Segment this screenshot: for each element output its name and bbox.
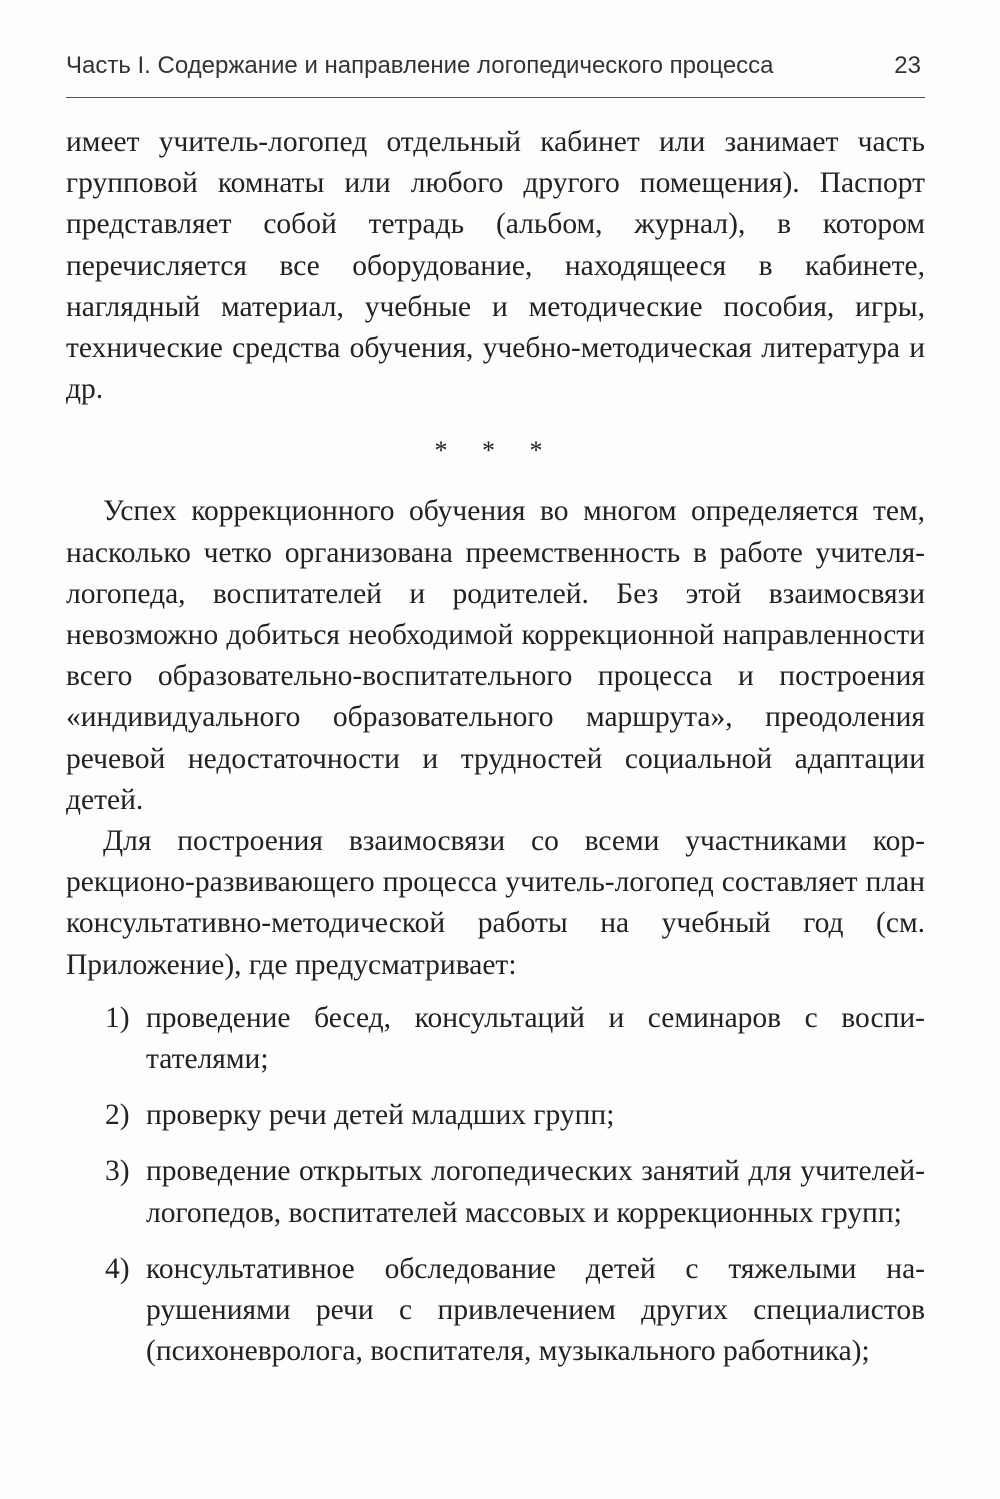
paragraph-intro: имеет учитель-логопед отдельный кабинет или занимает часть групповой комнаты или любого другого помещения). Паспорт представляет собой тетрадь (альбом, журнал), в котором перечисляется все оборудование, находящееся в кабинете, наглядный материал, учебные и методические пособия, игры, технические средства обучения, учебно-методическая литература и др. <box>66 126 925 406</box>
list-item <box>66 998 925 1080</box>
list-item-text: проведение открытых логопедических занятий для учителей-логопедов, воспитателей массовых и коррекционных групп; <box>146 1155 925 1229</box>
list-item-number: 4) <box>105 1252 130 1285</box>
numbered-list <box>66 998 925 1373</box>
list-item-number: 2) <box>105 1099 130 1132</box>
list-item-number: 3) <box>105 1155 130 1188</box>
paragraph-success: Успех коррекционного обучения во многом определяется тем, насколько четко организована преемственность в работе учителя-логопеда, воспитателей и родителей. Без этой взаимосвязи невозможно добиться необходимой коррекционной направленности всего образовательно-воспитательного процесса и построения «индивидуального образовательного маршрута», преодоления речевой недостаточности и трудностей социальной адаптации детей. <box>66 495 925 816</box>
paragraph-plan: Для построения взаимосвязи со всеми участниками коррекционо-развивающего процесса учитель-логопед составляет план консультативно-методической работы на учебный год (см. Приложение), где предусматривает: <box>66 825 925 981</box>
list-item <box>66 1249 925 1373</box>
section-separator: * * * <box>434 436 557 466</box>
list-item <box>66 1151 925 1233</box>
body-text <box>66 122 925 1387</box>
running-title: Часть I. Содержание и направление логопедического процесса <box>66 52 774 79</box>
list-item-text: консультативное обследование детей с тяжелыми нарушениями речи с привлечением других специалистов (психоневролога, воспитателя, музыкального работника); <box>146 1252 925 1368</box>
list-item-text: проведение бесед, консультаций и семинаров с воспитателями; <box>146 1001 925 1076</box>
page-number: 23 <box>894 52 921 79</box>
list-item-text: проверку речи детей младших групп; <box>146 1099 615 1132</box>
list-item <box>66 1095 925 1136</box>
running-head <box>66 52 925 80</box>
header-rule <box>66 97 925 98</box>
list-item-number: 1) <box>105 1001 130 1034</box>
